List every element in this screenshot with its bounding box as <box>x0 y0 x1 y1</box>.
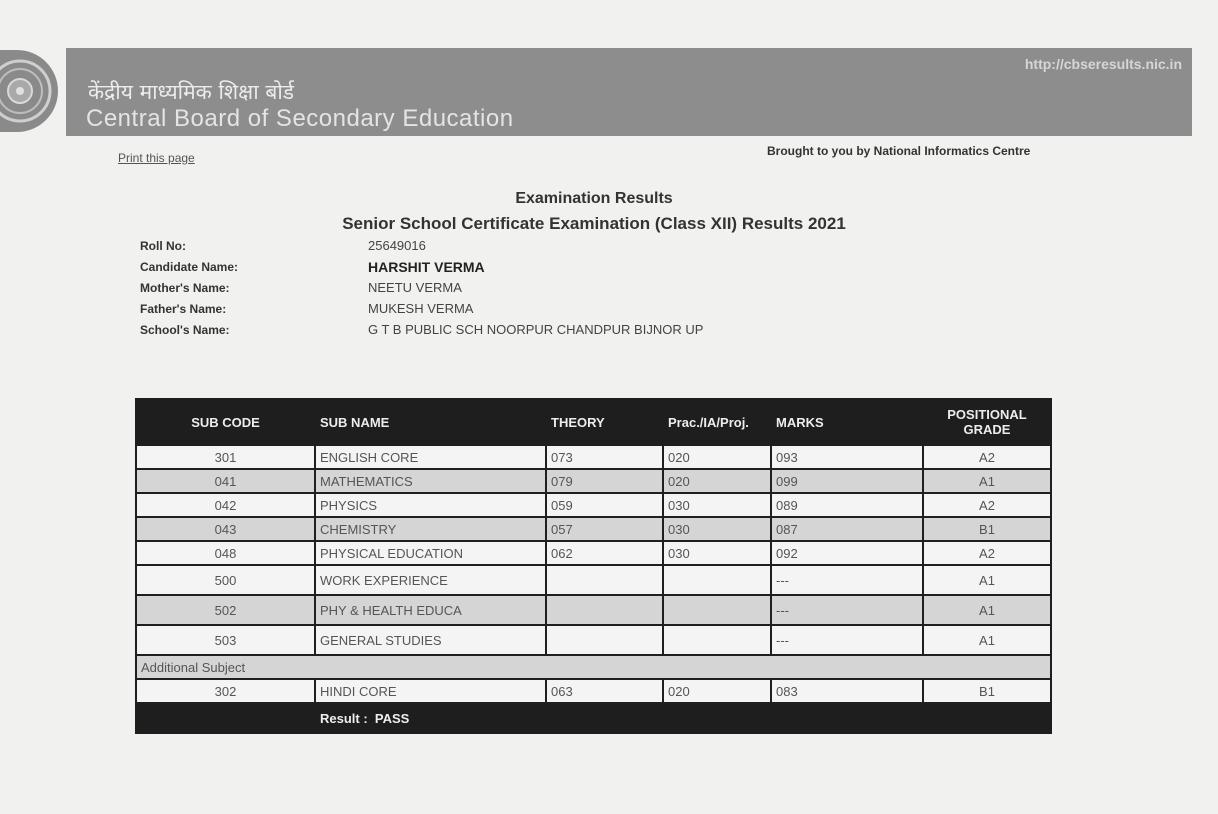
grade: B1 <box>923 517 1051 541</box>
header-prac: Prac./IA/Proj. <box>663 399 771 445</box>
result-spacer <box>136 703 315 733</box>
prac-marks: 020 <box>663 679 771 703</box>
grade: A2 <box>923 541 1051 565</box>
sub-name: WORK EXPERIENCE <box>315 565 546 595</box>
result-value: PASS <box>374 710 410 726</box>
site-url[interactable]: http://cbseresults.nic.in <box>1024 56 1182 72</box>
prac-marks: 020 <box>663 469 771 493</box>
sub-code: 048 <box>136 541 315 565</box>
prac-marks <box>663 565 771 595</box>
candidate-name-value: HARSHIT VERMA <box>368 258 485 275</box>
sub-code: 041 <box>136 469 315 493</box>
grade: A1 <box>923 469 1051 493</box>
results-table <box>135 398 1052 734</box>
school-name-label: School's Name: <box>140 322 230 337</box>
sub-name: CHEMISTRY <box>315 517 546 541</box>
header-marks: MARKS <box>771 399 923 445</box>
father-name-value: MUKESH VERMA <box>368 301 474 316</box>
theory-marks: 079 <box>546 469 663 493</box>
header-banner <box>66 48 1192 136</box>
theory-marks <box>546 595 663 625</box>
brought-by-text: Brought to you by National Informatics Centre <box>767 144 1031 158</box>
header-grade: POSITIONAL GRADE <box>923 399 1051 445</box>
prac-marks: 030 <box>663 541 771 565</box>
sub-name: GENERAL STUDIES <box>315 625 546 655</box>
grade: A1 <box>923 625 1051 655</box>
additional-subject-label: Additional Subject <box>136 655 1051 679</box>
sub-code: 502 <box>136 595 315 625</box>
additional-subject-row <box>136 655 1051 679</box>
sub-code: 302 <box>136 679 315 703</box>
theory-marks <box>546 565 663 595</box>
prac-marks <box>663 595 771 625</box>
roll-value: 25649016 <box>368 238 426 253</box>
hindi-title: केंद्रीय माध्यमिक शिक्षा बोर्ड <box>88 80 295 104</box>
father-name-row <box>140 298 703 319</box>
roll-row <box>140 235 703 256</box>
table-row <box>136 445 1051 469</box>
sub-name: PHYSICAL EDUCATION <box>315 541 546 565</box>
cbse-logo <box>0 50 58 132</box>
sub-name: ENGLISH CORE <box>315 445 546 469</box>
table-row <box>136 469 1051 493</box>
total-marks: 087 <box>771 517 923 541</box>
sub-code: 500 <box>136 565 315 595</box>
table-row <box>136 517 1051 541</box>
total-marks: --- <box>771 595 923 625</box>
prac-marks: 030 <box>663 493 771 517</box>
table-row <box>136 595 1051 625</box>
mother-name-label: Mother's Name: <box>140 280 230 295</box>
total-marks: 093 <box>771 445 923 469</box>
grade: A2 <box>923 445 1051 469</box>
grade: B1 <box>923 679 1051 703</box>
candidate-info <box>140 235 703 340</box>
table-row <box>136 541 1051 565</box>
school-name-value: G T B PUBLIC SCH NOORPUR CHANDPUR BIJNOR UP <box>368 322 704 337</box>
sub-name: PHYSICS <box>315 493 546 517</box>
school-name-row <box>140 319 703 340</box>
total-marks: --- <box>771 565 923 595</box>
grade: A2 <box>923 493 1051 517</box>
sub-name: MATHEMATICS <box>315 469 546 493</box>
page-subtitle: Senior School Certificate Examination (Class XII) Results 2021 <box>342 214 846 233</box>
sub-name: HINDI CORE <box>315 679 546 703</box>
result-row <box>136 703 1051 733</box>
theory-marks: 062 <box>546 541 663 565</box>
header-sub-name: SUB NAME <box>315 399 546 445</box>
total-marks: 099 <box>771 469 923 493</box>
theory-marks: 057 <box>546 517 663 541</box>
prac-marks <box>663 625 771 655</box>
result-label: Result : <box>320 710 368 726</box>
total-marks: 092 <box>771 541 923 565</box>
table-header-row <box>136 399 1051 445</box>
grade: A1 <box>923 565 1051 595</box>
table-row <box>136 625 1051 655</box>
mother-name-row <box>140 277 703 298</box>
theory-marks: 059 <box>546 493 663 517</box>
theory-marks: 063 <box>546 679 663 703</box>
candidate-name-label: Candidate Name: <box>140 259 239 274</box>
father-name-label: Father's Name: <box>140 301 227 316</box>
table-row <box>136 493 1051 517</box>
theory-marks: 073 <box>546 445 663 469</box>
sub-code: 301 <box>136 445 315 469</box>
mother-name-value: NEETU VERMA <box>368 280 462 295</box>
header-theory: THEORY <box>546 399 663 445</box>
table-row <box>136 679 1051 703</box>
result-cell <box>315 703 1051 733</box>
sub-code: 043 <box>136 517 315 541</box>
print-page-link[interactable]: Print this page <box>118 151 195 165</box>
english-title: Central Board of Secondary Education <box>86 105 514 132</box>
page-title: Examination Results <box>515 190 673 207</box>
candidate-name-row <box>140 256 703 277</box>
header-sub-code: SUB CODE <box>136 399 315 445</box>
total-marks: 089 <box>771 493 923 517</box>
sub-code: 503 <box>136 625 315 655</box>
sub-name: PHY & HEALTH EDUCA <box>315 595 546 625</box>
prac-marks: 030 <box>663 517 771 541</box>
total-marks: --- <box>771 625 923 655</box>
table-row <box>136 565 1051 595</box>
sub-code: 042 <box>136 493 315 517</box>
roll-label: Roll No: <box>140 238 186 253</box>
grade: A1 <box>923 595 1051 625</box>
prac-marks: 020 <box>663 445 771 469</box>
theory-marks <box>546 625 663 655</box>
total-marks: 083 <box>771 679 923 703</box>
